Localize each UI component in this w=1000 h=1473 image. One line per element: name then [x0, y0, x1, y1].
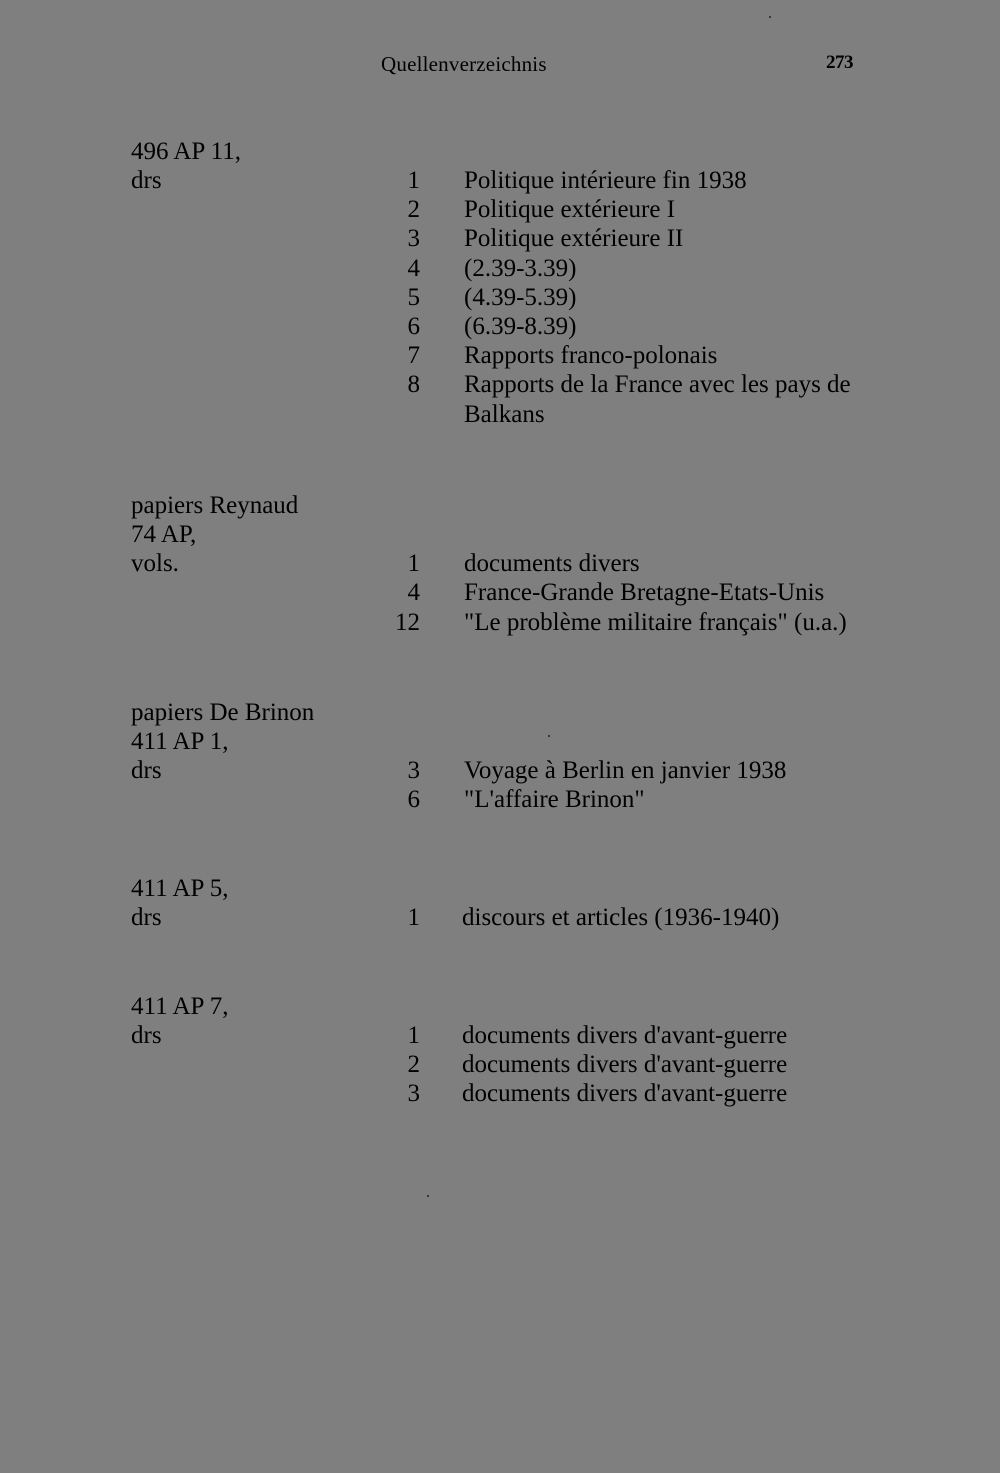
entry-number: 7: [407, 342, 420, 369]
entry-description: discours et articles (1936-1940): [462, 904, 780, 931]
running-head: Quellenverzeichnis: [381, 52, 547, 76]
entry-row: [0, 254, 1000, 283]
entry-description: "Le problème militaire français" (u.a.): [464, 609, 847, 636]
label-line: [0, 874, 1000, 903]
unit-type: vols.: [131, 550, 179, 577]
entry-row: [0, 756, 1000, 785]
entry-number: 2: [407, 1051, 420, 1078]
entry-number: 3: [407, 1080, 420, 1107]
page-number: 273: [826, 52, 853, 73]
unit-type: drs: [131, 757, 162, 784]
entry-row: [0, 1079, 1000, 1108]
entry-row: [0, 1050, 1000, 1079]
entry-number: 1: [407, 904, 420, 931]
entry-row: [0, 195, 1000, 224]
entry-continuation: [0, 400, 1000, 429]
entry-number: 3: [407, 225, 420, 252]
entry-description-continued: Balkans: [464, 401, 545, 428]
entry-row: [0, 166, 1000, 195]
entry-row: [0, 903, 1000, 932]
scan-speck: [548, 735, 550, 737]
entry-row: [0, 283, 1000, 312]
entry-description: documents divers d'avant-guerre: [462, 1022, 788, 1049]
entry-number: 1: [407, 550, 420, 577]
page-header: [0, 52, 1000, 82]
entry-row: [0, 312, 1000, 341]
entry-number: 6: [407, 313, 420, 340]
entry-row: [0, 785, 1000, 814]
label-line: [0, 491, 1000, 520]
archive-reference: 74 AP,: [131, 521, 197, 548]
entry-number: 6: [407, 786, 420, 813]
entry-description: (6.39-8.39): [464, 313, 577, 340]
unit-type: drs: [131, 1022, 162, 1049]
entry-row: [0, 578, 1000, 607]
entry-description: France-Grande Bretagne-Etats-Unis: [464, 579, 825, 606]
entry-number: 1: [407, 1022, 420, 1049]
scan-speck: [769, 16, 771, 18]
entry-description: Voyage à Berlin en janvier 1938: [464, 757, 787, 784]
entry-number: 8: [407, 371, 420, 398]
entry-description: documents divers d'avant-guerre: [462, 1051, 788, 1078]
entry-number: 3: [407, 757, 420, 784]
archive-reference: 496 AP 11,: [131, 138, 241, 165]
label-line: [0, 698, 1000, 727]
archive-reference: 411 AP 5,: [131, 875, 229, 902]
entry-row: [0, 1021, 1000, 1050]
label-line: [0, 137, 1000, 166]
entry-row: [0, 549, 1000, 578]
entry-description: (4.39-5.39): [464, 284, 577, 311]
entry-row: [0, 370, 1000, 399]
entry-number: 1: [407, 167, 420, 194]
label-line: [0, 727, 1000, 756]
unit-type: drs: [131, 904, 162, 931]
entry-row: [0, 341, 1000, 370]
entry-description: (2.39-3.39): [464, 255, 577, 282]
entry-number: 12: [395, 609, 420, 636]
entry-description: "L'affaire Brinon": [464, 786, 645, 813]
entry-number: 2: [407, 196, 420, 223]
collection-name: papiers De Brinon: [131, 699, 315, 726]
entry-description: Politique intérieure fin 1938: [464, 167, 747, 194]
label-line: [0, 520, 1000, 549]
entry-description: Politique extérieure I: [464, 196, 676, 223]
entry-number: 4: [407, 255, 420, 282]
entry-row: [0, 608, 1000, 637]
entry-description: Politique extérieure II: [464, 225, 684, 252]
unit-type: drs: [131, 167, 162, 194]
entry-number: 5: [407, 284, 420, 311]
entry-description: documents divers: [464, 550, 640, 577]
scan-speck: [427, 1195, 429, 1197]
archive-reference: 411 AP 7,: [131, 993, 229, 1020]
label-line: [0, 992, 1000, 1021]
entry-row: [0, 224, 1000, 253]
entry-description: Rapports de la France avec les pays de: [464, 371, 851, 398]
collection-name: papiers Reynaud: [131, 492, 299, 519]
entry-number: 4: [407, 579, 420, 606]
entry-description: documents divers d'avant-guerre: [462, 1080, 788, 1107]
entry-description: Rapports franco-polonais: [464, 342, 718, 369]
archive-reference: 411 AP 1,: [131, 728, 229, 755]
